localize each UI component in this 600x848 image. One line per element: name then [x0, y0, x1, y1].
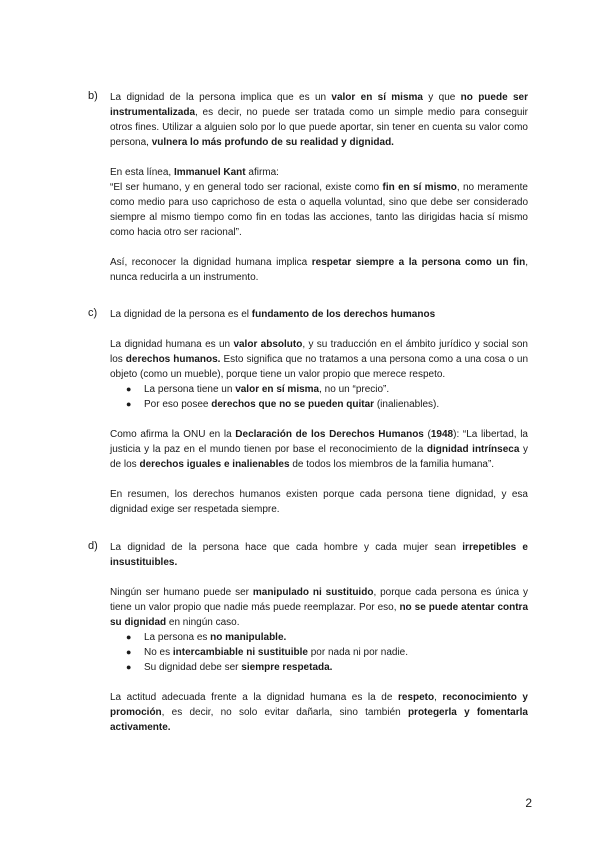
bullet-list — [110, 382, 528, 412]
paragraph: Así, reconocer la dignidad humana implica respetar siempre a la persona como un fin, nunca reducirla a un instrumento. — [110, 257, 528, 283]
bullet-icon: ● — [126, 662, 132, 672]
bullet-icon: ● — [126, 632, 132, 642]
bullet-icon: ● — [126, 399, 132, 409]
kant-quote: “El ser humano, y en general todo ser racional, existe como fin en sí mismo, no meramente como medio para uso caprichoso de esta o aquella voluntad, sino que debe ser considerado siempre al mismo tiempo como fin en todas las acciones, tanto las dirigidas hacia sí mismo como hacia otro ser racional”. — [110, 182, 528, 238]
paragraph: Ningún ser humano puede ser manipulado ni sustituido, porque cada persona es única y tiene un valor propio que nadie más puede reemplazar. Por eso, no se puede atentar contra su dignidad en ningún caso. — [110, 587, 529, 628]
section-b — [88, 90, 528, 285]
bullet-list — [110, 630, 528, 675]
list-item: ● Por eso posee derechos que no se pueden quitar (inalienables). — [126, 399, 440, 410]
bullet-icon: ● — [126, 647, 132, 657]
paragraph: La dignidad de la persona implica que es un valor en sí misma y que no puede ser instrumentalizada, es decir, no puede ser tratada como un simple medio para conseguir otros fines. Utilizar a alguien solo por lo que puede aportar, sin tener en cuenta su valor como persona, vulnera lo más profundo de su realidad y dignidad. — [110, 92, 528, 148]
section-d — [88, 540, 528, 735]
list-item: ● No es intercambiable ni sustituible por nada ni por nadie. — [126, 647, 409, 658]
paragraph: Como afirma la ONU en la Declaración de los Derechos Humanos (1948): “La libertad, la justicia y la paz en el mundo tienen por base el reconocimiento de la dignidad intrínseca y de los derechos iguales e inalienables de todos los miembros de la familia humana”. — [110, 429, 528, 470]
list-item: ● La persona tiene un valor en sí misma, no un “precio”. — [126, 384, 390, 395]
section-heading: La dignidad de la persona hace que cada hombre y cada mujer sean irrepetibles e insustituibles. — [110, 542, 528, 568]
list-item: ● La persona es no manipulable. — [126, 632, 287, 643]
bullet-icon: ● — [126, 384, 132, 394]
paragraph: La dignidad humana es un valor absoluto, y su traducción en el ámbito jurídico y social son los derechos humanos. Esto significa que no tratamos a una persona como a una cosa o un objeto (como un mueble), porque tiene un valor propio que merece respeto. — [110, 339, 529, 380]
page-number: 2 — [525, 796, 532, 810]
paragraph: En esta línea, Immanuel Kant afirma: — [110, 167, 279, 178]
paragraph: La actitud adecuada frente a la dignidad humana es la de respeto, reconocimiento y promoción, es decir, no solo evitar dañarla, sino también protegerla y fomentarla activamente. — [110, 692, 528, 733]
section-marker: d) — [88, 540, 98, 552]
section-heading: La dignidad de la persona es el fundamento de los derechos humanos — [110, 309, 436, 320]
paragraph: En resumen, los derechos humanos existen porque cada persona tiene dignidad, y esa dignidad exige ser respetada siempre. — [110, 489, 528, 515]
list-item: ● Su dignidad debe ser siempre respetada. — [126, 662, 333, 673]
section-marker: c) — [88, 307, 98, 319]
section-marker: b) — [88, 90, 98, 102]
section-c — [88, 307, 528, 517]
